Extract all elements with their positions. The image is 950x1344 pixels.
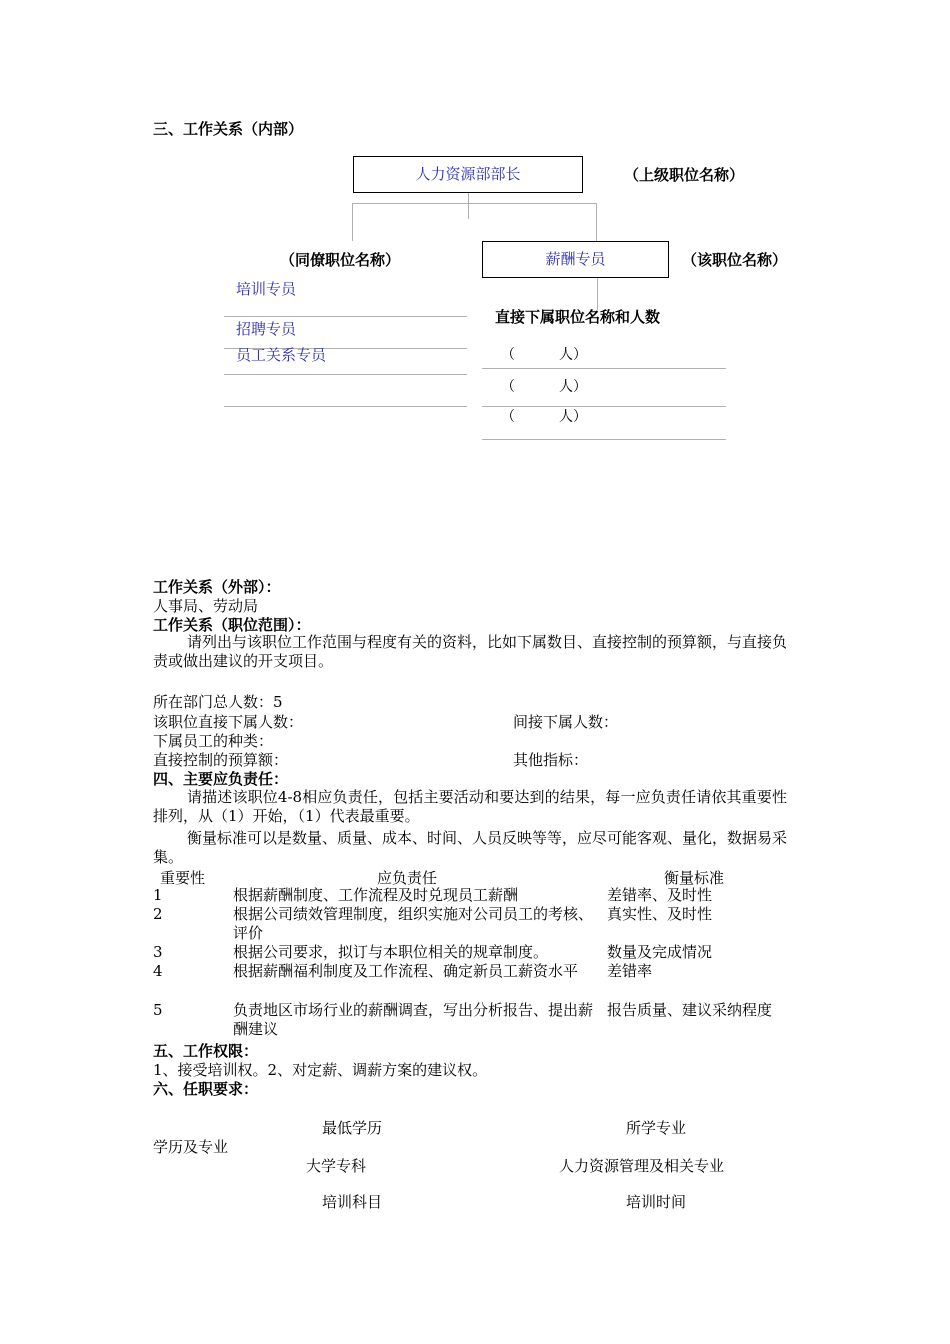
major-value: 人力资源管理及相关专业 [559, 1157, 725, 1175]
divider [224, 406, 467, 407]
peer-item: 员工关系专员 [236, 346, 327, 364]
row-duty: 根据公司绩效管理制度，组织实施对公司员工的考核、评价 [233, 905, 594, 942]
sub-row-close: 人） [559, 379, 587, 395]
divider [482, 439, 726, 440]
scope-title: 工作关系（职位范围）： [153, 616, 311, 634]
major-label: 所学专业 [626, 1119, 687, 1137]
scope-description: 请列出与该职位工作范围与程度有关的资料，比如下属数目、直接控制的预算额，与直接负责或做出建议的开支项目。 [153, 633, 788, 670]
sub-row-open: （ [501, 347, 515, 363]
peer-item: 培训专员 [236, 280, 297, 298]
subordinates-title: 直接下属职位名称和人数 [495, 308, 661, 326]
divider [224, 374, 467, 375]
row-standard: 差错率、及时性 [607, 886, 713, 904]
sub-row-open: （ [501, 379, 515, 395]
row-standard: 差错率 [607, 962, 653, 980]
section5-value: 1、接受培训权。2、对定薪、调薪方案的建议权。 [153, 1061, 488, 1079]
min-education-label: 最低学历 [322, 1119, 383, 1137]
connector-line [352, 203, 353, 241]
direct-subordinates: 该职位直接下属人数： [153, 713, 304, 731]
divider [482, 368, 726, 369]
sub-row-close: 人） [559, 347, 587, 363]
section6-title: 六、任职要求： [153, 1080, 259, 1098]
dept-total: 所在部门总人数：5 [153, 693, 283, 711]
training-time-label: 培训时间 [626, 1193, 687, 1211]
table-header: 衡量标准 [664, 869, 725, 887]
section5-title: 五、工作权限： [153, 1042, 259, 1060]
row-standard: 数量及完成情况 [607, 943, 713, 961]
superior-label: （上级职位名称） [624, 166, 745, 184]
peer-item: 招聘专员 [236, 320, 297, 338]
table-header: 应负责任 [377, 869, 438, 887]
divider [482, 406, 726, 407]
row-number: 5 [153, 1001, 163, 1019]
section4-desc: 请描述该职位4-8相应负责任，包括主要活动和要达到的结果，每一应负责任请依其重要性排列，从（1）开始，（1）代表最重要。 [153, 788, 787, 825]
row-number: 1 [153, 886, 163, 904]
row-duty: 根据薪酬制度、工作流程及时兑现员工薪酬 [233, 886, 519, 904]
other-metrics: 其他指标： [513, 751, 589, 769]
row-number: 4 [153, 962, 163, 980]
peer-label: （同僚职位名称） [280, 251, 401, 269]
external-value: 人事局、劳动局 [153, 597, 259, 615]
position-label: （该职位名称） [682, 251, 788, 269]
row-duty: 根据公司要求，拟订与本职位相关的规章制度。 [233, 943, 549, 961]
row-duty: 负责地区市场行业的薪酬调查，写出分析报告、提出薪酬建议 [233, 1001, 594, 1038]
position-box: 薪酬专员 [482, 241, 669, 278]
min-education-value: 大学专科 [306, 1157, 367, 1175]
section4-title: 四、主要应负责任： [153, 770, 289, 788]
connector-line [468, 193, 469, 219]
row-standard: 真实性、及时性 [607, 905, 713, 923]
superior-box: 人力资源部部长 [353, 156, 583, 193]
section3-title: 三、工作关系（内部） [153, 120, 304, 138]
external-title: 工作关系（外部）： [153, 578, 281, 596]
row-standard: 报告质量、建议采纳程度 [607, 1001, 773, 1019]
row-number: 3 [153, 943, 163, 961]
sub-row-open: （ [501, 409, 515, 425]
row-number: 2 [153, 905, 163, 923]
connector-line [352, 203, 597, 204]
row-duty: 根据薪酬福利制度及工作流程、确定新员工薪资水平 [233, 962, 579, 980]
training-subject-label: 培训科目 [322, 1193, 383, 1211]
divider [224, 316, 467, 317]
subordinate-types: 下属员工的种类： [153, 732, 274, 750]
connector-line [596, 203, 597, 241]
education-label: 学历及专业 [153, 1138, 229, 1156]
budget: 直接控制的预算额： [153, 751, 289, 769]
indirect-subordinates: 间接下属人数： [513, 713, 619, 731]
table-header: 重要性 [160, 869, 206, 887]
section4-desc: 衡量标准可以是数量、质量、成本、时间、人员反映等等，应尽可能客观、量化，数据易采集。 [153, 829, 788, 866]
sub-row-close: 人） [559, 409, 587, 425]
